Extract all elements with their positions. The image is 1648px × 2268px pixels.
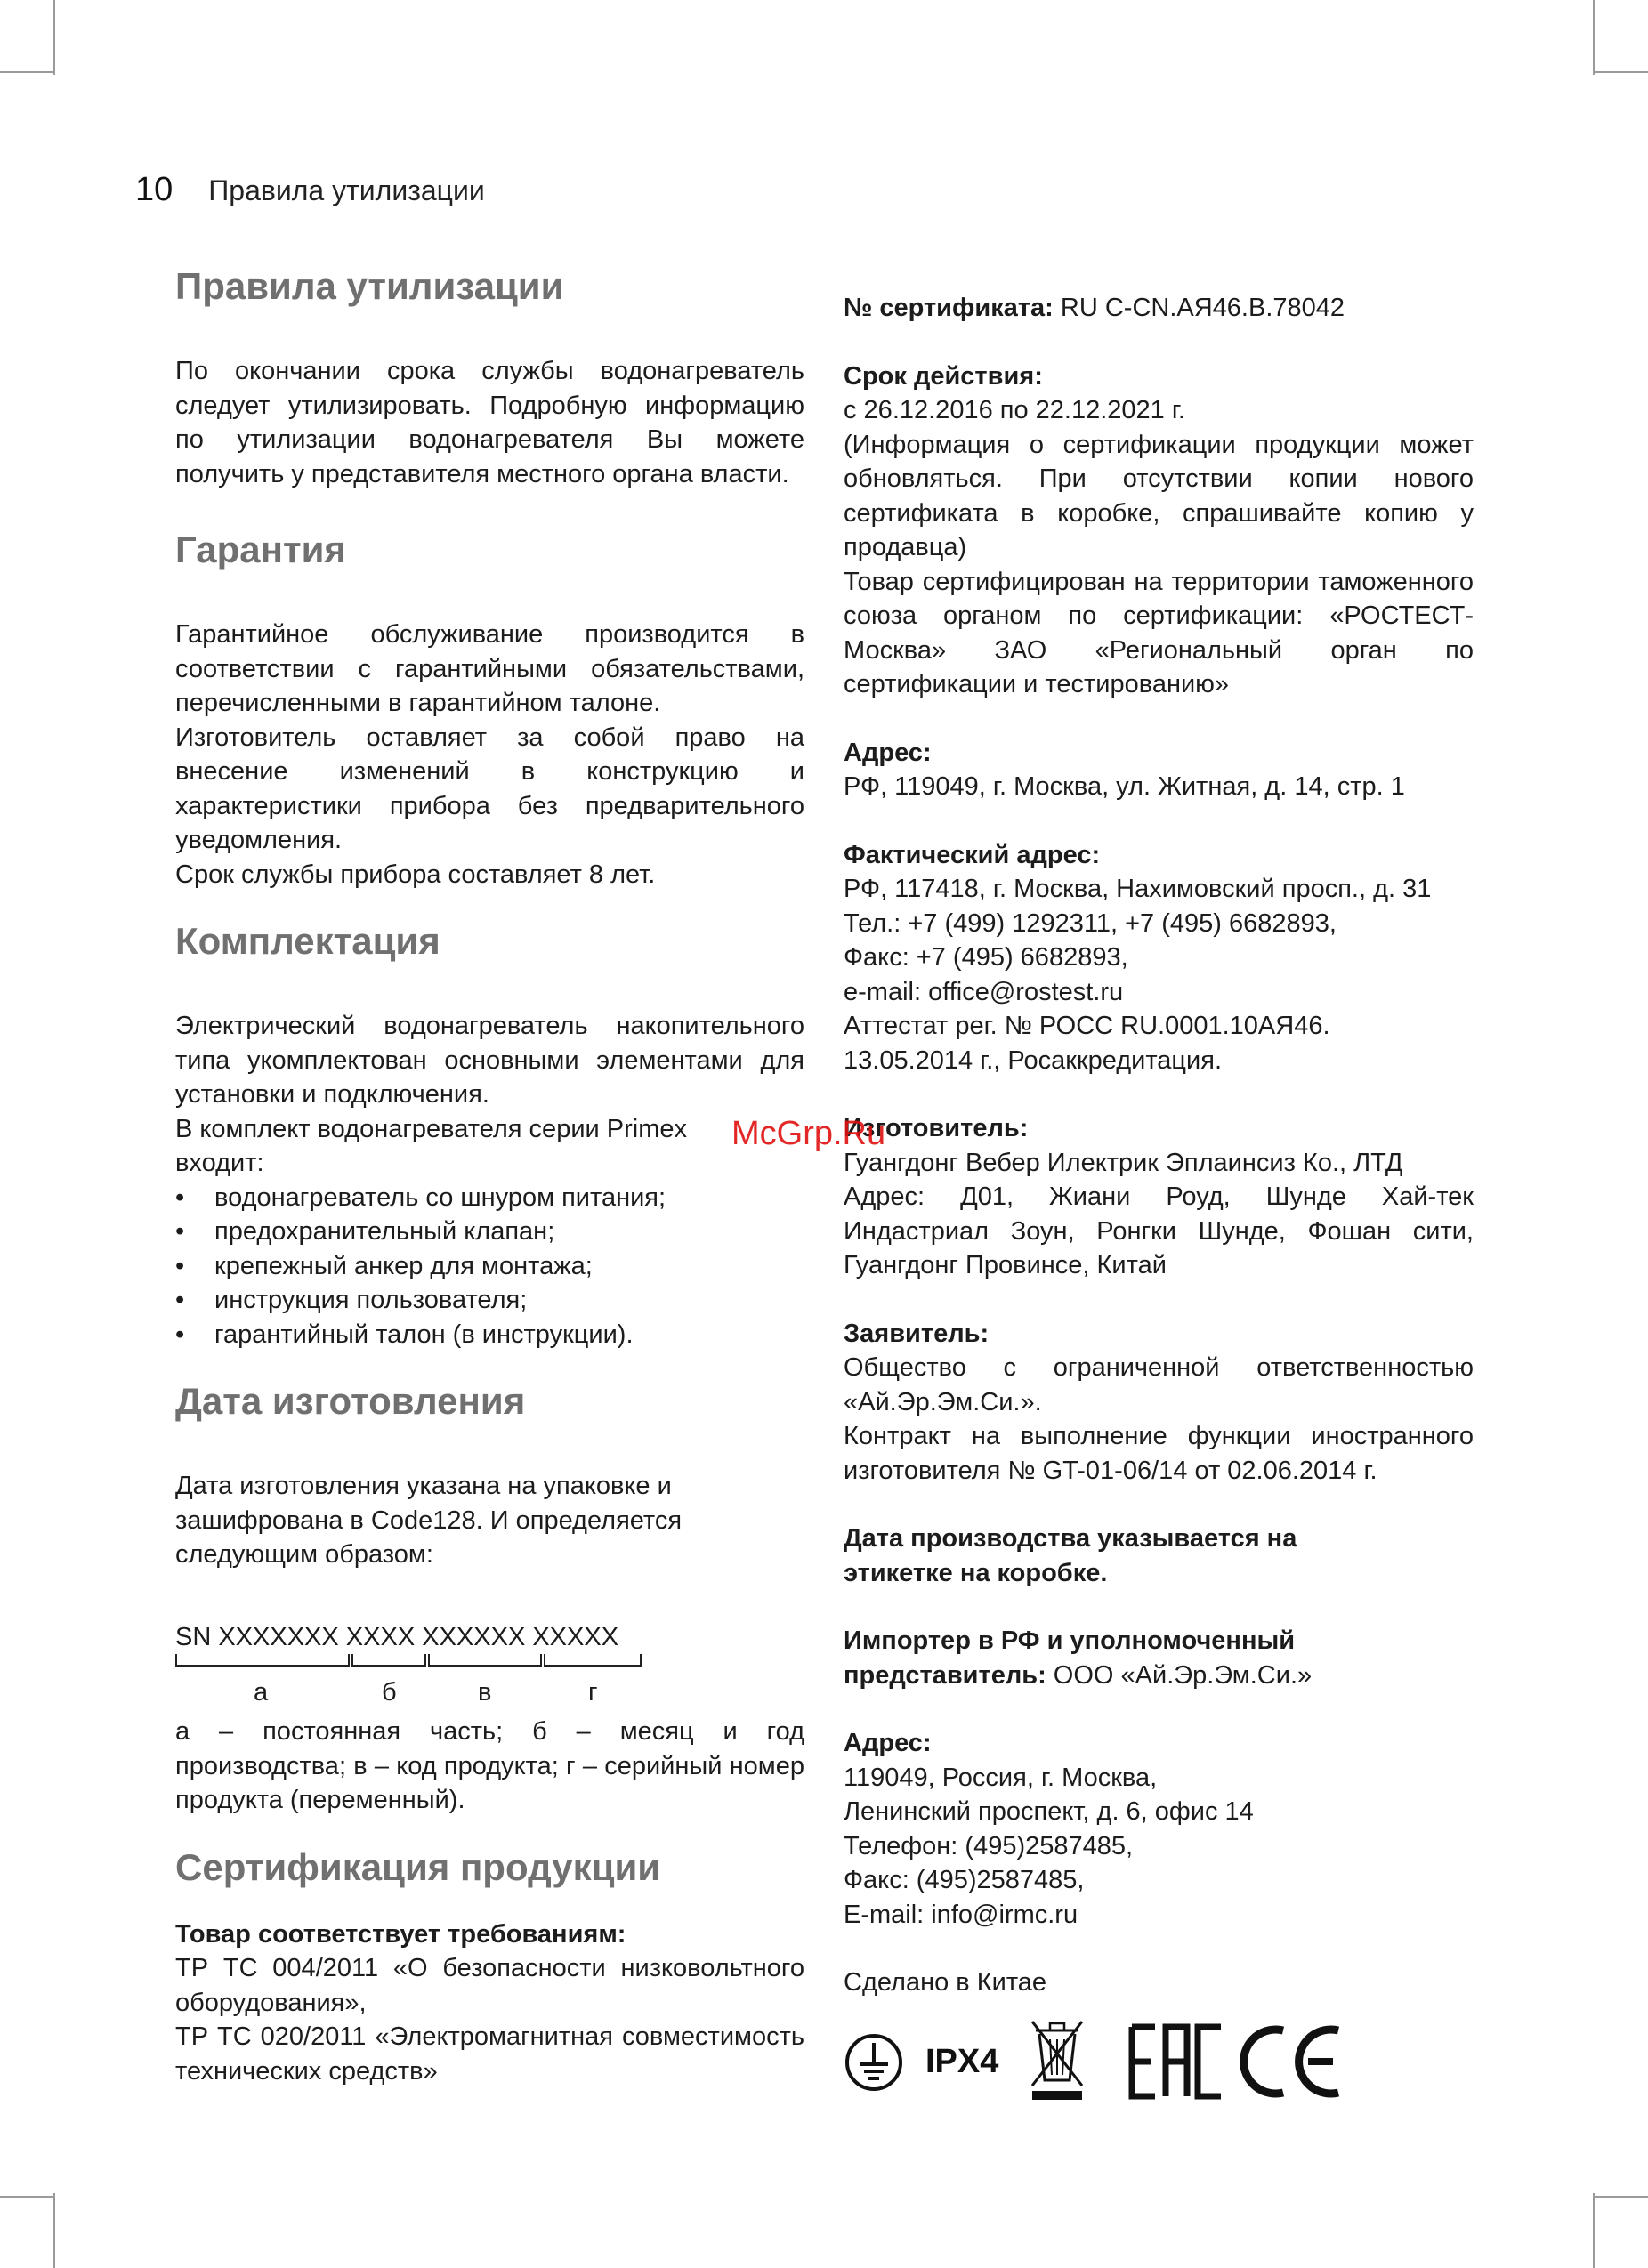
watermark: McGrp.Ru [731,1115,886,1152]
actual-address-line: Факс: +7 (495) 6682893, [844,943,1128,972]
crop-mark [53,0,55,75]
serial-letter-a: а [254,1678,269,1707]
production-date-note: Дата производства указывается на этикетке на коробке. [844,1524,1297,1587]
actual-address-line: Аттестат рег. № РОСС RU.0001.10АЯ46. [844,1012,1330,1040]
list-item: • крепежный анкер для монтажа; [175,1249,804,1284]
crop-mark [1593,2193,1595,2268]
left-column [175,263,804,2088]
cert-heading: Сертификация продукции [175,1845,661,1888]
list-item: • предохранительный клапан; [175,1215,804,1249]
disposal-heading: Правила утилизации [175,265,564,307]
serial-letter-g: г [588,1678,598,1707]
list-item: • гарантийный талон (в инструкции). [175,1318,804,1352]
running-title: Правила утилизации [208,174,485,206]
validity-label: Срок действия: [844,361,1043,391]
package-heading: Комплектация [175,920,440,962]
ipx4-mark: IPX4 [925,2043,999,2080]
importer-label-2: представитель: [844,1660,1046,1690]
importer-address-line: Факс: (495)2587485, [844,1866,1085,1894]
crop-mark [1593,0,1595,75]
actual-address-line: Тел.: +7 (499) 1292311, +7 (495) 6682893, [844,908,1337,938]
serial-brackets [175,1654,647,1675]
serial-legend: а – постоянная часть; б – месяц и год производства; в – код продукта; г – серийный номер продукта (переменный). [175,1717,804,1814]
crop-mark [0,2196,53,2198]
package-list [175,1181,804,1352]
address-label: Адрес: [844,738,932,767]
warranty-p1: Гарантийное обслуживание производится в соответствии с гарантийными обязательствами, перечисленными в гарантийном талоне. [175,620,804,717]
manufacturer-address: Адрес: Д01, Жиани Роуд, Шунде Хай-тек Индастриал Зоун, Ронгки Шунде, Фошан сити, Гуангдонг Провинсе, Китай [844,1182,1474,1279]
importer-value: ООО «Ай.Эр.Эм.Си.» [1046,1660,1313,1690]
actual-address-label: Фактический адрес: [844,840,1101,869]
right-column [844,291,1474,2000]
importer-address-label: Адрес: [844,1729,932,1757]
manufacturer-name: Гуангдонг Вебер Илектрик Эплаинсиз Ко., ЛТД [844,1148,1403,1177]
ground-icon [844,2032,904,2093]
package-p2: В комплект водонагревателя серии Primex входит: [175,1114,688,1177]
crop-mark [53,2193,55,2268]
date-heading: Дата изготовления [175,1380,526,1422]
validity-dates: с 26.12.2016 по 22.12.2021 г. [844,396,1185,424]
importer-address-line: E-mail: info@irmc.ru [844,1900,1078,1929]
actual-address-line: 13.05.2014 г., Росаккредитация. [844,1045,1223,1075]
actual-address-line: e-mail: office@rostest.ru [844,977,1124,1006]
package-p1: Электрический водонагреватель накопительного типа укомплектован основными элементами для установки и подключения. [175,1012,804,1109]
page-header [135,171,485,209]
serial-letter-b: б [382,1678,397,1707]
cert-no-value: RU C-CN.АЯ46.B.78042 [1053,294,1345,322]
crop-mark [0,71,53,73]
list-item: • инструкция пользователя; [175,1283,804,1318]
applicant-label: Заявитель: [844,1319,990,1348]
cert-req-label: Товар соответствует требованиям: [175,1919,626,1949]
crop-mark [1595,71,1648,73]
page-number: 10 [135,171,174,208]
warranty-p3: Срок службы прибора составляет 8 лет. [175,860,656,889]
serial-letters [175,1675,647,1711]
warranty-heading: Гарантия [175,529,346,570]
crop-mark [1595,2196,1648,2198]
validity-note: (Информация о сертификации продукции может обновляться. При отсутствии копии нового сертификата в коробке, спрашивайте копию у продавца) [844,430,1474,561]
warranty-p2: Изготовитель оставляет за собой право на внесение изменений в конструкцию и характеристики прибора без предварительного уведомления. [175,722,804,854]
date-text: Дата изготовления указана на упаковке и зашифрована в Code128. И определяется следующим образом: [175,1472,683,1569]
certification-marks [844,2018,1342,2107]
serial-number-format: SN XXXXXXX XXXX XXXXXX XXXXX [175,1622,619,1651]
cert-no-label: № сертификата: [844,294,1054,322]
cert-req-1: ТР ТС 004/2011 «О безопасности низковольтного оборудования», [175,1954,804,2017]
disposal-text: По окончании срока службы водонагреватель следует утилизировать. Подробную информацию по утилизации водонагревателя Вы можете получить у представителя местного органа власти. [175,357,804,488]
address: РФ, 119049, г. Москва, ул. Житная, д. 14, стр. 1 [844,772,1405,801]
applicant-text: Общество с ограниченной ответственностью «Ай.Эр.Эм.Си.». [844,1353,1474,1416]
crossed-bin-icon [1029,2018,1086,2103]
importer-address-line: 119049, Россия, г. Москва, [844,1763,1158,1792]
actual-address-line: РФ, 117418, г. Москва, Нахимовский просп., д. 31 [844,875,1432,903]
list-item: • водонагреватель со шнуром питания; [175,1181,804,1215]
certified-by: Товар сертифицирован на территории таможенного союза органом по сертификации: «РОСТЕСТ-Москва» ЗАО «Региональный орган по сертификации и тестированию» [844,567,1474,698]
importer-address-line: Телефон: (495)2587485, [844,1831,1134,1860]
manufacturer-label: Изготовитель: [844,1114,1029,1142]
made-in: Сделано в Китае [844,1968,1047,1997]
serial-letter-v: в [478,1678,492,1707]
importer-label-1: Импортер в РФ и уполномоченный [844,1626,1296,1655]
ce-mark [1235,2023,1342,2100]
cert-req-2: ТР ТС 020/2011 «Электромагнитная совместимость технических средств» [175,2022,804,2086]
contract-text: Контракт на выполнение функции иностранного изготовителя № GT-01-06/14 от 02.06.2014 г. [844,1422,1474,1485]
importer-address-line: Ленинский проспект, д. 6, офис 14 [844,1797,1254,1826]
eac-mark [1128,2023,1224,2100]
